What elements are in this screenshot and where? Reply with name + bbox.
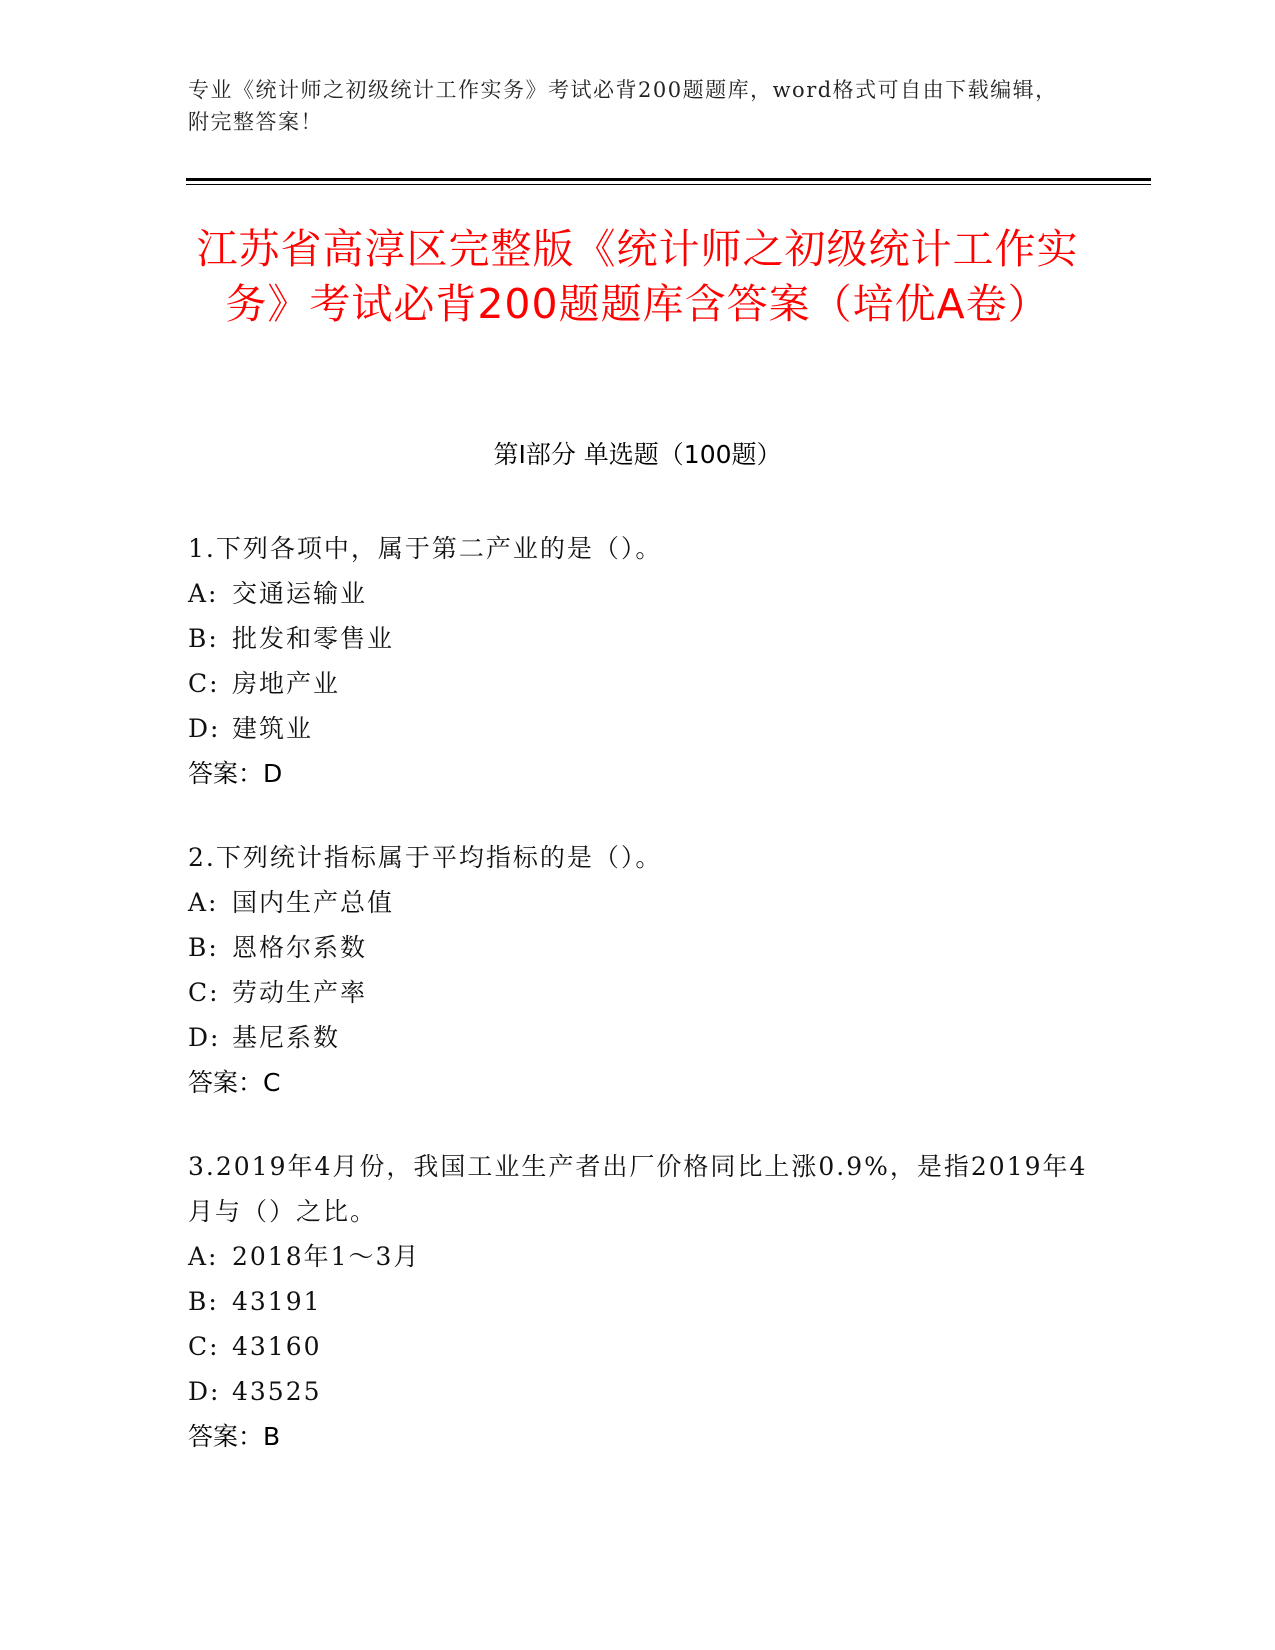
option-text: 2018年1～3月	[232, 1242, 421, 1271]
question-list	[188, 526, 1088, 1498]
answer-line: 答案：D	[188, 759, 283, 788]
option-key: B:	[188, 933, 219, 962]
answer-line: 答案：C	[188, 1068, 281, 1097]
option-key: D:	[188, 1377, 221, 1406]
option-text: 建筑业	[232, 714, 314, 743]
document-title: 江苏省高淳区完整版《统计师之初级统计工作实务》考试必背200题题库含答案（培优A卷）	[196, 225, 1079, 328]
question-3	[188, 1144, 1088, 1459]
option-text: 43525	[232, 1377, 322, 1406]
answer-line: 答案：B	[188, 1422, 281, 1451]
option-key: A:	[188, 1242, 219, 1271]
option-text: 国内生产总值	[232, 888, 395, 917]
question-2	[188, 835, 1088, 1105]
header-rule-thick	[186, 178, 1151, 181]
option-text: 恩格尔系数	[232, 933, 368, 962]
header-note: 专业《统计师之初级统计工作实务》考试必背200题题库，word格式可自由下载编辑，附完整答案！	[188, 78, 1058, 134]
option-text: 基尼系数	[232, 1023, 341, 1052]
option-key: D:	[188, 1023, 221, 1052]
option-c	[188, 661, 1088, 706]
question-1	[188, 526, 1088, 796]
option-c	[188, 1324, 1088, 1369]
option-key: C:	[188, 669, 220, 698]
option-a	[188, 880, 1088, 925]
option-text: 43191	[232, 1287, 322, 1316]
option-key: A:	[188, 579, 219, 608]
option-key: A:	[188, 888, 219, 917]
option-c	[188, 970, 1088, 1015]
option-text: 交通运输业	[232, 579, 368, 608]
option-d	[188, 1015, 1088, 1060]
option-d	[188, 1369, 1088, 1414]
option-key: D:	[188, 714, 221, 743]
option-key: C:	[188, 978, 220, 1007]
option-b	[188, 925, 1088, 970]
option-b	[188, 1279, 1088, 1324]
option-text: 劳动生产率	[232, 978, 368, 1007]
question-stem: 2.下列统计指标属于平均指标的是（）。	[188, 843, 663, 872]
option-key: B:	[188, 1287, 219, 1316]
option-key: B:	[188, 624, 219, 653]
option-key: C:	[188, 1332, 220, 1361]
question-stem: 1.下列各项中，属于第二产业的是（）。	[188, 534, 663, 563]
header-rule-thin	[186, 184, 1151, 185]
section-heading: 第I部分 单选题（100题）	[493, 440, 782, 469]
option-d	[188, 706, 1088, 751]
question-stem: 3.2019年4月份，我国工业生产者出厂价格同比上涨0.9%，是指2019年4月与（）之比。	[188, 1152, 1088, 1226]
option-a	[188, 1234, 1088, 1279]
option-b	[188, 616, 1088, 661]
option-text: 批发和零售业	[232, 624, 395, 653]
option-text: 43160	[232, 1332, 322, 1361]
option-a	[188, 571, 1088, 616]
option-text: 房地产业	[232, 669, 341, 698]
